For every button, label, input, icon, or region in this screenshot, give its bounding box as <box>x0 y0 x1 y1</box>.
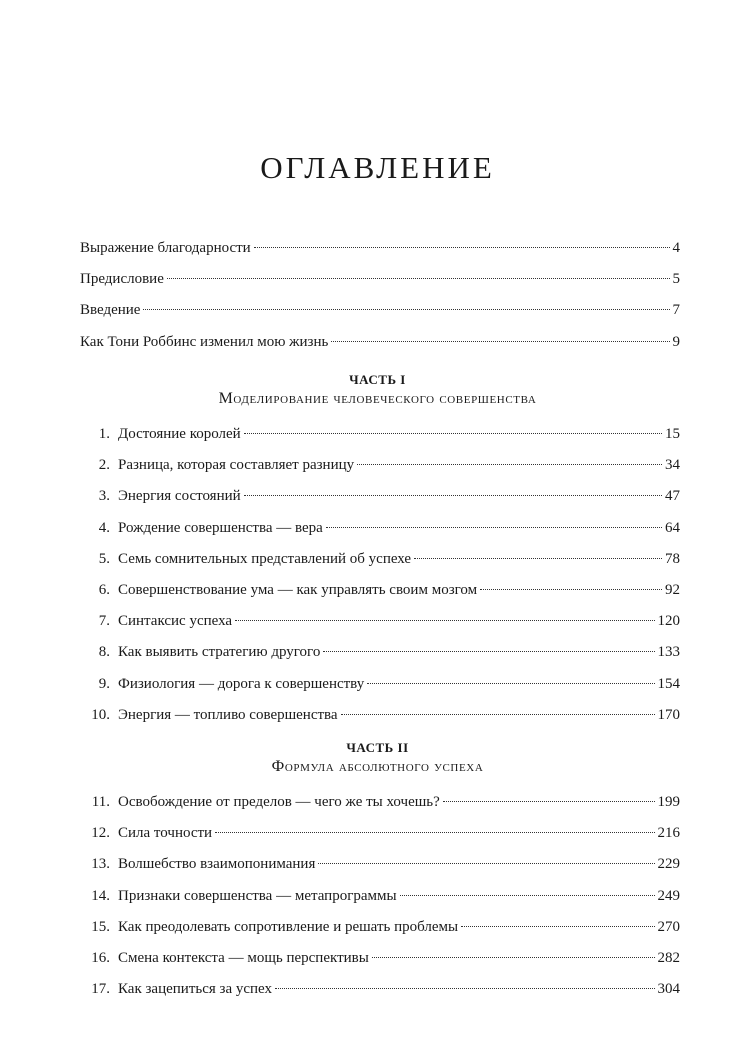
page-number: 78 <box>665 551 680 567</box>
chapter-number: 17. <box>91 981 110 997</box>
page-number: 216 <box>657 825 680 841</box>
entry-title: Совершенствование ума — как управлять своим мозгом <box>118 582 478 598</box>
entry-title: Синтаксис успеха <box>118 613 233 629</box>
page-number: 229 <box>657 856 680 872</box>
dot-leader <box>275 988 654 989</box>
part-title: Формула абсолютного успеха <box>271 758 484 775</box>
dot-leader <box>235 620 654 621</box>
toc-chapter-entry <box>80 977 680 1001</box>
page-number: 7 <box>672 302 680 318</box>
toc-chapter-entry <box>80 547 680 571</box>
page-number: 5 <box>672 271 680 287</box>
chapter-number: 10. <box>91 707 110 723</box>
entry-title: Волшебство взаимопонимания <box>118 856 316 872</box>
page-number: 120 <box>657 613 680 629</box>
dot-leader <box>244 433 662 434</box>
entry-title: Физиология — дорога к совершенству <box>118 676 365 692</box>
dot-leader <box>143 309 669 310</box>
page-number: 4 <box>672 240 680 256</box>
toc-chapter-entry <box>80 516 680 540</box>
chapter-number: 9. <box>98 676 110 692</box>
entry-title: Достояние королей <box>118 426 241 442</box>
toc-chapter-entry <box>80 609 680 633</box>
toc-chapter-entry <box>80 703 680 727</box>
toc-chapter-entry <box>80 790 680 814</box>
entry-title: Смена контекста — мощь перспективы <box>118 950 369 966</box>
entry-title: Рождение совершенства — вера <box>118 520 323 536</box>
entry-title: Признаки совершенства — метапрограммы <box>118 888 397 904</box>
chapter-number: 12. <box>91 825 110 841</box>
entry-title: Сила точности <box>118 825 213 841</box>
toc-chapter-entry <box>80 453 680 477</box>
toc-chapter-entry <box>80 821 680 845</box>
page-number: 47 <box>665 488 680 504</box>
page-number: 154 <box>657 676 680 692</box>
dot-leader <box>323 651 654 652</box>
dot-leader <box>254 247 670 248</box>
toc-chapter-entry <box>80 672 680 696</box>
page-number: 199 <box>657 794 680 810</box>
chapter-number: 7. <box>98 613 110 629</box>
toc-chapter-entry <box>80 422 680 446</box>
dot-leader <box>372 957 655 958</box>
entry-title: Введение <box>80 302 141 318</box>
page-number: 133 <box>657 644 680 660</box>
dot-leader <box>331 341 669 342</box>
toc-chapter-entry <box>80 915 680 939</box>
entry-title: Как выявить стратегию другого <box>118 644 321 660</box>
part-label: ЧАСТЬ I <box>349 372 406 387</box>
chapter-number: 2. <box>98 457 110 473</box>
entry-title: Энергия — топливо совершенства <box>118 707 338 723</box>
toc-chapter-entry <box>80 578 680 602</box>
dot-leader <box>326 527 662 528</box>
entry-title: Предисловие <box>80 271 164 287</box>
page-number: 170 <box>657 707 680 723</box>
toc-chapter-entry <box>80 884 680 908</box>
chapter-number: 8. <box>98 644 110 660</box>
page-number: 270 <box>657 919 680 935</box>
dot-leader <box>461 926 654 927</box>
entry-title: Как преодолевать сопротивление и решать проблемы <box>118 919 459 935</box>
dot-leader <box>341 714 655 715</box>
part-title: Моделирование человеческого совершенства <box>218 390 537 407</box>
dot-leader <box>357 464 662 465</box>
dot-leader <box>414 558 662 559</box>
toc-chapter-entry <box>80 852 680 876</box>
chapter-number: 11. <box>91 794 110 810</box>
toc-chapter-entry <box>80 640 680 664</box>
dot-leader <box>318 863 654 864</box>
chapter-number: 5. <box>98 551 110 567</box>
dot-leader <box>215 832 654 833</box>
page-number: 64 <box>665 520 680 536</box>
chapter-number: 4. <box>98 520 110 536</box>
page-number: 34 <box>665 457 680 473</box>
toc-front-entry <box>80 267 680 291</box>
chapter-number: 13. <box>91 856 110 872</box>
dot-leader <box>367 683 654 684</box>
toc-front-entry <box>80 298 680 322</box>
part-label: ЧАСТЬ II <box>346 740 409 755</box>
toc-front-entry <box>80 330 680 354</box>
page-number: 92 <box>665 582 680 598</box>
dot-leader <box>443 801 655 802</box>
page-number: 304 <box>657 981 680 997</box>
chapter-number: 15. <box>91 919 110 935</box>
toc-chapter-entry <box>80 484 680 508</box>
page-number: 282 <box>657 950 680 966</box>
entry-title: Энергия состояний <box>118 488 241 504</box>
entry-title: Разница, которая составляет разницу <box>118 457 355 473</box>
page-number: 15 <box>665 426 680 442</box>
entry-title: Выражение благодарности <box>80 240 251 256</box>
toc-chapter-entry <box>80 946 680 970</box>
dot-leader <box>244 495 662 496</box>
chapter-number: 14. <box>91 888 110 904</box>
chapter-number: 16. <box>91 950 110 966</box>
page-number: 249 <box>657 888 680 904</box>
entry-title: Как зацепиться за успех <box>118 981 273 997</box>
chapter-number: 1. <box>98 426 110 442</box>
page-title: ОГЛАВЛЕНИЕ <box>260 150 495 185</box>
entry-title: Семь сомнительных представлений об успехе <box>118 551 412 567</box>
dot-leader <box>400 895 655 896</box>
chapter-number: 6. <box>98 582 110 598</box>
page-number: 9 <box>672 334 680 350</box>
toc-front-entry <box>80 236 680 260</box>
chapter-number: 3. <box>98 488 110 504</box>
entry-title: Освобождение от пределов — чего же ты хочешь? <box>118 794 440 810</box>
dot-leader <box>480 589 662 590</box>
entry-title: Как Тони Роббинс изменил мою жизнь <box>80 334 329 350</box>
dot-leader <box>167 278 670 279</box>
